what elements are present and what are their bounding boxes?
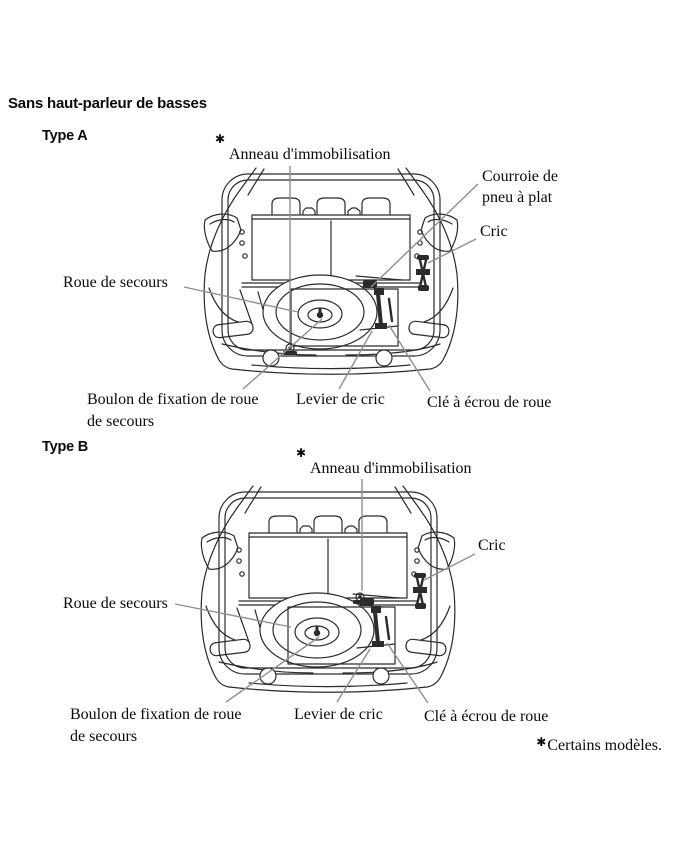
footnote (536, 735, 662, 755)
label-anneau-b: Anneau d'immobilisation (310, 460, 472, 477)
car-rear-diagram-type-a (204, 168, 458, 374)
leader-courroie-a (371, 184, 478, 287)
car-rear-diagram-type-b (201, 486, 455, 692)
type-b-heading: Type B (42, 439, 89, 455)
label-levier-a: Levier de cric (296, 391, 385, 408)
leader-cle-b (387, 643, 428, 703)
section-title: Sans haut-parleur de basses (8, 95, 207, 112)
label-cric-b: Cric (478, 537, 506, 554)
label-cric-a: Cric (480, 223, 508, 240)
label-levier-b: Levier de cric (294, 706, 383, 723)
label-courroie-a: Courroie de pneu à plat (482, 168, 558, 206)
leader-roue-b (175, 604, 291, 627)
label-anneau-a: Anneau d'immobilisation (229, 146, 391, 163)
leader-boulon-b (226, 637, 319, 702)
footnote-asterisk: ✱ (536, 735, 547, 749)
leader-levier-b (337, 649, 370, 702)
leader-levier-a (339, 331, 372, 389)
tie-down-ring-type-a (283, 344, 297, 355)
label-cle-a: Clé à écrou de roue (427, 394, 552, 411)
footnote-text: Certains modèles. (547, 737, 662, 754)
leader-boulon-a (243, 319, 322, 389)
label-boulon-a: Boulon de fixation de roue de secours (87, 391, 259, 430)
leader-cle-a (389, 325, 430, 391)
label-boulon-b: Boulon de fixation de roue de secours (70, 706, 242, 745)
leader-roue-a (184, 287, 298, 312)
tie-down-ring-type-b (353, 593, 367, 604)
leader-lines-type-a (184, 166, 478, 391)
asterisk-type-a: ✱ (215, 132, 226, 146)
type-a-heading: Type A (42, 128, 88, 144)
leader-lines-type-b (175, 479, 475, 703)
label-cle-b: Clé à écrou de roue (424, 708, 549, 725)
leader-cric-a (428, 239, 476, 263)
leader-cric-b (424, 554, 475, 580)
label-roue-b: Roue de secours (63, 595, 168, 612)
asterisk-type-b: ✱ (296, 446, 307, 460)
label-roue-a: Roue de secours (63, 274, 168, 291)
